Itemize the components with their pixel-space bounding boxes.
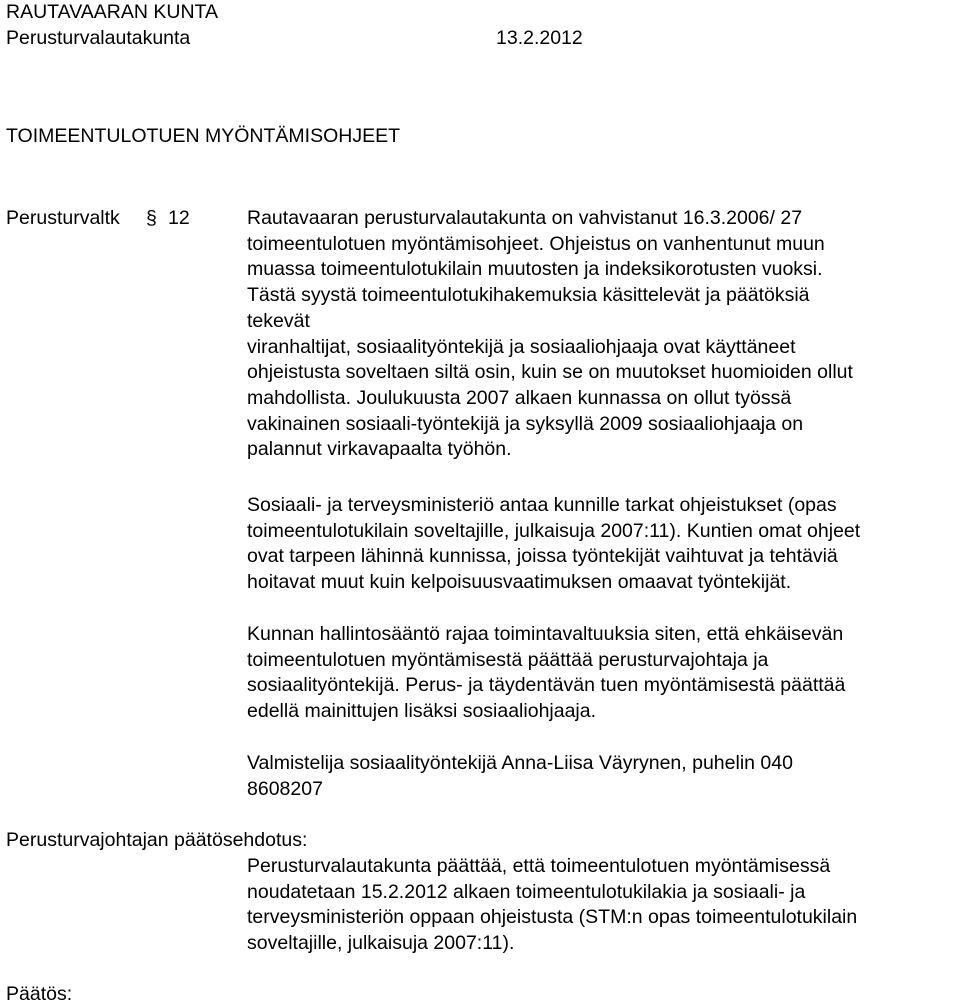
paragraph-ministry bbox=[247, 493, 957, 596]
text-line: tekevät bbox=[247, 309, 310, 332]
text-line: vakinainen sosiaali-työntekijä ja syksyllä 2009 sosiaaliohjaaja on bbox=[247, 412, 804, 435]
board-name: Perusturvalautakunta bbox=[6, 27, 191, 49]
proposal-text bbox=[247, 854, 957, 957]
text-line: mahdollista. Joulukuusta 2007 alkaen kunnassa on ollut työssä bbox=[247, 386, 792, 409]
text-line: Perusturvalautakunta päättää, että toimeentulotuen myöntämisessä bbox=[247, 855, 831, 877]
text-line: soveltajille, julkaisuja 2007:11). bbox=[247, 932, 515, 955]
text-line: toimeentulotuen myöntämisohjeet. Ohjeistus on vanhentunut muun bbox=[247, 232, 825, 255]
section-number: 12 bbox=[168, 207, 190, 229]
text-line: Rautavaaran perusturvalautakunta on vahvistanut 16.3.2006/ 27 bbox=[247, 207, 803, 229]
proposal-label: Perusturvajohtajan päätösehdotus: bbox=[6, 829, 308, 851]
meeting-date: 13.2.2012 bbox=[496, 27, 583, 49]
text-line: toimeentulotuen myöntämisestä päättää perusturvajohtaja ja bbox=[247, 648, 769, 671]
text-line: muassa toimeentulotukilain muutosten ja indeksikorotusten vuoksi. bbox=[247, 258, 823, 281]
section-symbol: § bbox=[146, 207, 157, 229]
text-line: noudatetaan 15.2.2012 alkaen toimeentulotukilakia ja sosiaali- ja bbox=[247, 880, 806, 903]
paragraph-preparer bbox=[247, 751, 957, 802]
organization-name: RAUTAVAARAN KUNTA bbox=[6, 1, 218, 23]
text-line: hoitavat muut kuin kelpoisuusvaatimuksen omaavat työntekijät. bbox=[247, 571, 792, 594]
text-line: sosiaalityöntekijä. Perus- ja täydentävän tuen myöntämisestä päättää bbox=[247, 674, 846, 697]
text-line: Valmistelija sosiaalityöntekijä Anna-Liisa Väyrynen, puhelin 040 bbox=[247, 752, 793, 774]
text-line: viranhaltijat, sosiaalityöntekijä ja sosiaaliohjaaja ovat käyttäneet bbox=[247, 335, 796, 358]
text-line: ohjeistusta soveltaen siltä osin, kuin se on muutokset huomioiden ollut bbox=[247, 361, 853, 384]
paragraph-intro bbox=[247, 206, 957, 463]
text-line: toimeentulotukilain soveltajille, julkaisuja 2007:11). Kuntien omat ohjeet bbox=[247, 519, 861, 542]
decision-label: Päätös: bbox=[6, 983, 73, 1005]
text-line: palannut virkavapaalta työhön. bbox=[247, 438, 512, 461]
text-line: Kunnan hallintosääntö rajaa toimintavaltuuksia siten, että ehkäisevän bbox=[247, 623, 844, 645]
section-label: Perusturvaltk bbox=[6, 207, 120, 229]
text-line: terveysministeriön oppaan ohjeistusta (STM:n opas toimeentulotukilain bbox=[247, 906, 858, 929]
text-line: ovat tarpeen lähinnä kunnissa, joissa työntekijät vaihtuvat ja tehtäviä bbox=[247, 545, 838, 568]
text-line: Sosiaali- ja terveysministeriö antaa kunnille tarkat ohjeistukset (opas bbox=[247, 494, 837, 516]
text-line: 8608207 bbox=[247, 777, 323, 800]
document-title: TOIMEENTULOTUEN MYÖNTÄMISOHJEET bbox=[6, 125, 400, 147]
text-line: edellä mainittujen lisäksi sosiaaliohjaaja. bbox=[247, 700, 597, 723]
paragraph-administrative-rules bbox=[247, 622, 957, 725]
text-line: Tästä syystä toimeentulotukihakemuksia käsittelevät ja päätöksiä bbox=[247, 284, 810, 307]
